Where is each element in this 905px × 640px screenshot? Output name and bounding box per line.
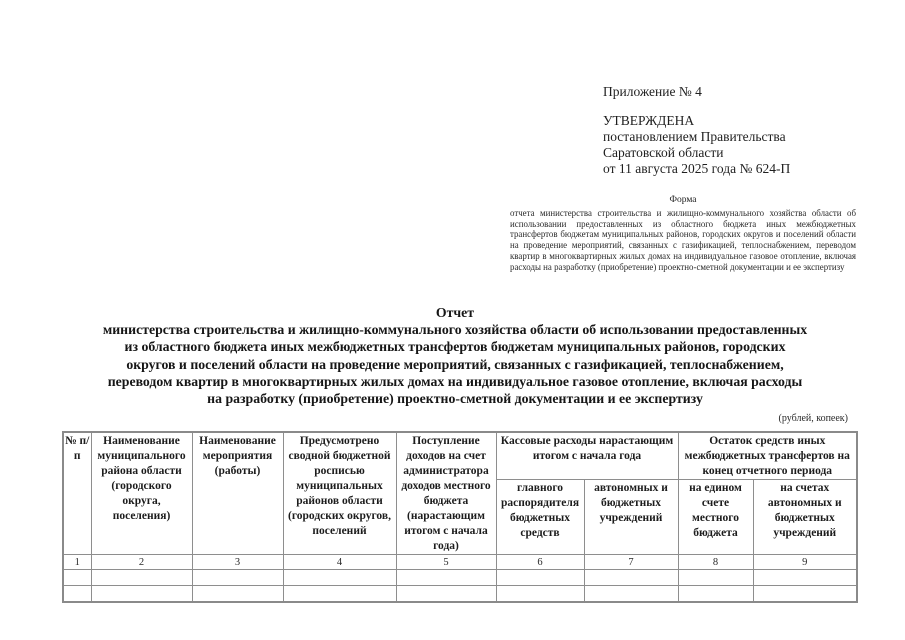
form-block (510, 195, 856, 272)
empty-cell (396, 570, 496, 586)
empty-cell (584, 570, 678, 586)
form-label: Форма (669, 195, 697, 205)
column-number: 1 (63, 555, 91, 570)
col-header-balance-institutions: на счетах автономных и бюджетных учреждений (753, 480, 857, 555)
report-title-block (45, 304, 865, 407)
report-subtitle-line: переводом квартир в многоквартирных жилых домах на индивидуальное газовое отопление, включая расходы (107, 373, 803, 389)
approved-line: Саратовской области (603, 145, 724, 160)
approval-block (603, 84, 883, 177)
col-header-planned: Предусмотрено сводной бюджетной росписью муниципальных районов области (городских округов, поселений (283, 432, 396, 555)
col-header-balance-single-account: на едином счете местного бюджета (678, 480, 753, 555)
appendix-number: Приложение № 4 (603, 84, 702, 99)
form-description: отчета министерства строительства и жилищно-коммунального хозяйства области об использовании предоставленных из областного бюджета иных межбюджетных трансфертов бюджетам муниципальных районов, городских округов и поселений области на проведение мероприятий, связанных с газификацией, теплоснабжением, переводом квартир в многоквартирных жилых домах на индивидуальное газовое отопление, включая расходы на разработку (приобретение) проектно-сметной документации и ее экспертизу (510, 208, 856, 272)
col-header-no: № п/п (63, 432, 91, 555)
column-number: 5 (396, 555, 496, 570)
report-subtitle-line: округов и поселений области на проведение мероприятий, связанных с газификацией, теплоснабжением, (126, 356, 784, 372)
empty-cell (192, 586, 283, 602)
report-subtitle-line: министерства строительства и жилищно-коммунального хозяйства области об использовании предоставленных (102, 322, 808, 338)
empty-cell (63, 586, 91, 602)
empty-cell (496, 586, 584, 602)
col-header-cash-grbs: главного распорядителя бюджетных средств (496, 480, 584, 555)
approved-line: от 11 августа 2025 года № 624-П (603, 161, 791, 176)
table-row (63, 570, 857, 586)
empty-cell (396, 586, 496, 602)
column-number: 9 (753, 555, 857, 570)
report-title: Отчет (435, 305, 475, 320)
empty-cell (678, 570, 753, 586)
col-group-cash-expenses: Кассовые расходы нарастающим итогом с начала года (496, 432, 678, 480)
empty-cell (753, 570, 857, 586)
empty-cell (283, 570, 396, 586)
column-number: 4 (283, 555, 396, 570)
column-number: 6 (496, 555, 584, 570)
col-group-remaining-funds: Остаток средств иных межбюджетных трансфертов на конец отчетного периода (678, 432, 857, 480)
approved-line: постановлением Правительства (603, 129, 786, 144)
column-number: 3 (192, 555, 283, 570)
column-number: 2 (91, 555, 192, 570)
empty-cell (192, 570, 283, 586)
report-subtitle-line: на разработку (приобретение) проектно-сметной документации и ее экспертизу (207, 391, 703, 407)
table-row (63, 586, 857, 602)
approved-stamp: УТВЕРЖДЕНА (603, 113, 695, 128)
empty-cell (63, 570, 91, 586)
empty-cell (91, 586, 192, 602)
empty-cell (496, 570, 584, 586)
col-header-cash-institutions: автономных и бюджетных учреждений (584, 480, 678, 555)
column-numbers-row (63, 555, 857, 570)
empty-cell (283, 586, 396, 602)
units-note: (рублей, копеек) (778, 413, 848, 424)
empty-cell (91, 570, 192, 586)
empty-cell (753, 586, 857, 602)
empty-cell (678, 586, 753, 602)
report-table (62, 431, 858, 603)
col-header-municipality: Наименование муниципального района области (городского округа, поселения) (91, 432, 192, 555)
col-header-income: Поступление доходов на счет администратора доходов местного бюджета (нарастающим итогом с начала года) (396, 432, 496, 555)
empty-cell (584, 586, 678, 602)
col-header-activity: Наименование мероприятия (работы) (192, 432, 283, 555)
report-subtitle-line: из областного бюджета иных межбюджетных трансфертов бюджетам муниципальных районов, городских (124, 339, 786, 355)
column-number: 7 (584, 555, 678, 570)
column-number: 8 (678, 555, 753, 570)
